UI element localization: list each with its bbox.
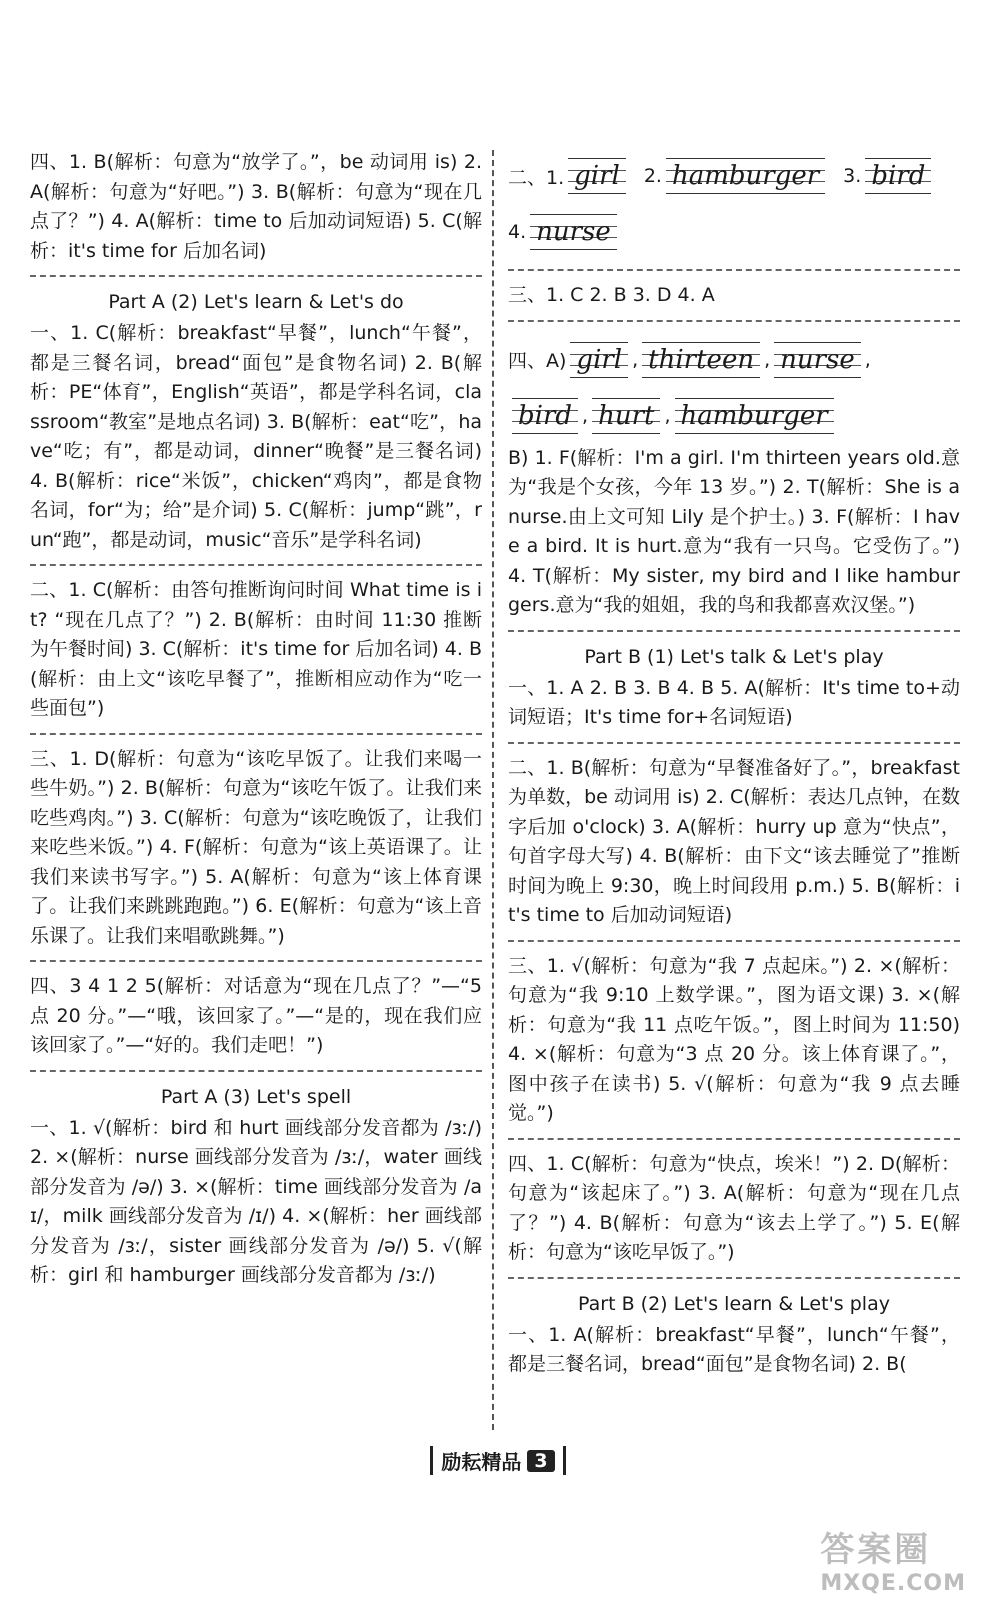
handwritten-word: hamburger	[675, 398, 834, 434]
handwritten-word: bird	[512, 398, 578, 434]
item-label: 四、A)	[508, 350, 567, 372]
handwritten-word: girl	[568, 158, 626, 194]
handwriting-row-2	[508, 204, 960, 260]
section-separator	[30, 1070, 482, 1072]
answer-a2-section-2: 二、1. C(解析：由答句推断询问时间 What time is it? “现在几点了？”) 2. B(解析：由时间 11:30 推断为午餐时间) 3. C(解析：it's time for 后加名词) 4. B(解析：由上文“该吃早餐了”，推断相应动作为“吃一些面包”)	[30, 579, 482, 719]
handwriting-row-1	[508, 148, 960, 204]
section-separator	[508, 1138, 960, 1140]
answer-a2-section-4: 四、3 4 1 2 5(解析：对话意为“现在几点了？”—“5 点 20 分。”—“哦，该回家了。”—“是的，现在我们应该回家了。”—“好的。我们走吧！”)	[30, 975, 482, 1056]
section-separator	[508, 269, 960, 271]
section-title-part-a3: Part A (3) Let's spell	[160, 1085, 352, 1108]
section-separator	[30, 960, 482, 962]
section-separator	[508, 742, 960, 744]
handwriting-row-3: 四、A) girl , thirteen , nurse ,	[508, 332, 960, 388]
answer-a3-section-1: 一、1. √(解析：bird 和 hurt 画线部分发音都为 /ɜː/) 2. ×(解析：nurse 画线部分发音为 /ɜː/，water 画线部分发音为 /ə/) 3. ×(解析：time 画线部分发音为 /aɪ/，milk 画线部分发音为 /ɪ/) 4. ×(解析：her 画线部分发音为 /ɜː/，sister 画线部分发音为 /ə/) 5. √(解析：girl 和 hamburger 画线部分发音都为 /ɜː/)	[30, 1116, 482, 1286]
section-separator	[508, 940, 960, 942]
answer-a2-section-3: 三、1. D(解析：句意为“该吃早饭了。让我们来喝一些牛奶。”) 2. B(解析：句意为“该吃午饭了。让我们来吃些鸡肉。”) 3. C(解析：句意为“该吃晚饭了，让我们来吃些米饭。”) 4. F(解析：句意为“该上英语课了。让我们来读书写字。”) 5. A(解析：句意为“该上体育课了。让我们来跳跳跑跑。”) 6. E(解析：句意为“该上音乐课了。让我们来唱歌跳舞。”)	[30, 747, 482, 947]
section-separator	[30, 564, 482, 566]
watermark-url: MXQE.COM	[820, 1571, 966, 1596]
watermark-text: 答案圈	[820, 1530, 932, 1570]
answer-b1-section-3: 三、1. √(解析：句意为“我 7 点起床。”) 2. ×(解析：句意为“我 9:10 上数学课。”，图为语文课) 3. ×(解析：句意为“我 11 点吃午饭。”，图上时间为 11:50) 4. ×(解析：句意为“3 点 20 分。该上体育课了。”，图中孩子在读书) 5. √(解析：句意为“我 9 点去睡觉。”)	[508, 954, 960, 1124]
answer-section-4: 四、1. B(解析：句意为“放学了。”，be 动词用 is) 2. A(解析：句意为“好吧。”) 3. B(解析：句意为“现在几点了？”) 4. A(解析：time to 后加动词短语) 5. C(解析：it's time for 后加名词)	[30, 151, 482, 262]
answer-b2-section-1: 一、1. A(解析：breakfast“早餐”，lunch“午餐”，都是三餐名词，bread“面包”是食物名词) 2. B(	[508, 1323, 960, 1375]
answer-section-3: 三、1. C 2. B 3. D 4. A	[508, 284, 715, 306]
item-label: 3.	[843, 165, 862, 187]
right-column	[508, 148, 960, 1380]
handwritten-word: thirteen	[642, 342, 760, 378]
item-label: 4.	[508, 221, 527, 243]
handwritten-word: girl	[570, 342, 628, 378]
handwritten-word: nurse	[530, 214, 617, 250]
item-label: 二、1.	[508, 166, 565, 189]
section-separator	[508, 320, 960, 322]
section-separator	[508, 630, 960, 632]
brand-text: 励耘精品	[441, 1450, 522, 1474]
handwriting-row-4: bird , hurt , hamburger	[508, 388, 960, 444]
answer-b1-section-2: 二、1. B(解析：句意为“早餐准备好了。”，breakfast 为单数，be 动词用 is) 2. C(解析：表达几点钟，在数字后加 o'clock) 3. A(解析：hurry up 意为“快点”，句首字母大写) 4. B(解析：由下文“该去睡觉了”推断时间为晚上 9:30，晚上时间段用 p.m.) 5. B(解析：it's time to 后加动词短语)	[508, 756, 960, 926]
section-separator	[30, 275, 482, 277]
answer-b1-section-4: 四、1. C(解析：句意为“快点，埃米！”) 2. D(解析：句意为“该起床了。”) 3. A(解析：句意为“现在几点了？”) 4. B(解析：句意为“该去上学了。”) 5. E(解析：句意为“该吃早饭了。”)	[508, 1152, 960, 1263]
handwritten-word: hurt	[592, 398, 660, 434]
handwritten-word: nurse	[774, 342, 861, 378]
section-title-part-b1: Part B (1) Let's talk & Let's play	[584, 645, 884, 668]
section-separator	[508, 1277, 960, 1279]
answer-b1-section-1: 一、1. A 2. B 3. B 4. B 5. A(解析：It's time to+动词短语；It's time for+名词短语)	[508, 676, 960, 728]
left-column	[30, 148, 482, 1291]
handwritten-word: hamburger	[666, 158, 825, 194]
answer-a2-section-1: 一、1. C(解析：breakfast“早餐”，lunch“午餐”，都是三餐名词，bread“面包”是食物名词) 2. B(解析：PE“体育”，English“英语”，都是学科名词，classroom“教室”是地点名词) 3. B(解析：eat“吃”，have“吃；有”，都是动词，dinner“晚餐”是三餐名词) 4. B(解析：rice“米饭”，chicken“鸡肉”，都是食物名词，for“为；给”是介词) 5. C(解析：jump“跳”，run“跑”，都是动词，music“音乐”是学科名词)	[30, 322, 482, 551]
section-title-part-b2: Part B (2) Let's learn & Let's play	[578, 1292, 890, 1315]
handwritten-word: bird	[865, 158, 931, 194]
column-divider	[492, 150, 494, 1430]
page-footer	[0, 1446, 996, 1475]
watermark-logo	[820, 1522, 966, 1596]
page-number: 3	[527, 1450, 554, 1472]
item-label: 2.	[643, 165, 662, 187]
brand-label	[430, 1446, 565, 1475]
answer-section-4b: B) 1. F(解析：I'm a girl. I'm thirteen years old.意为“我是个女孩，今年 13 岁。”) 2. T(解析：She is a nurse.由上文可知 Lily 是个护士。) 3. F(解析：I have a bird. It is hurt.意为“我有一只鸟。它受伤了。”) 4. T(解析：My sister, my bird and I like hamburgers.意为“我的姐姐，我的鸟和我都喜欢汉堡。”)	[508, 446, 960, 616]
section-separator	[30, 733, 482, 735]
section-title-part-a2: Part A (2) Let's learn & Let's do	[108, 291, 404, 313]
